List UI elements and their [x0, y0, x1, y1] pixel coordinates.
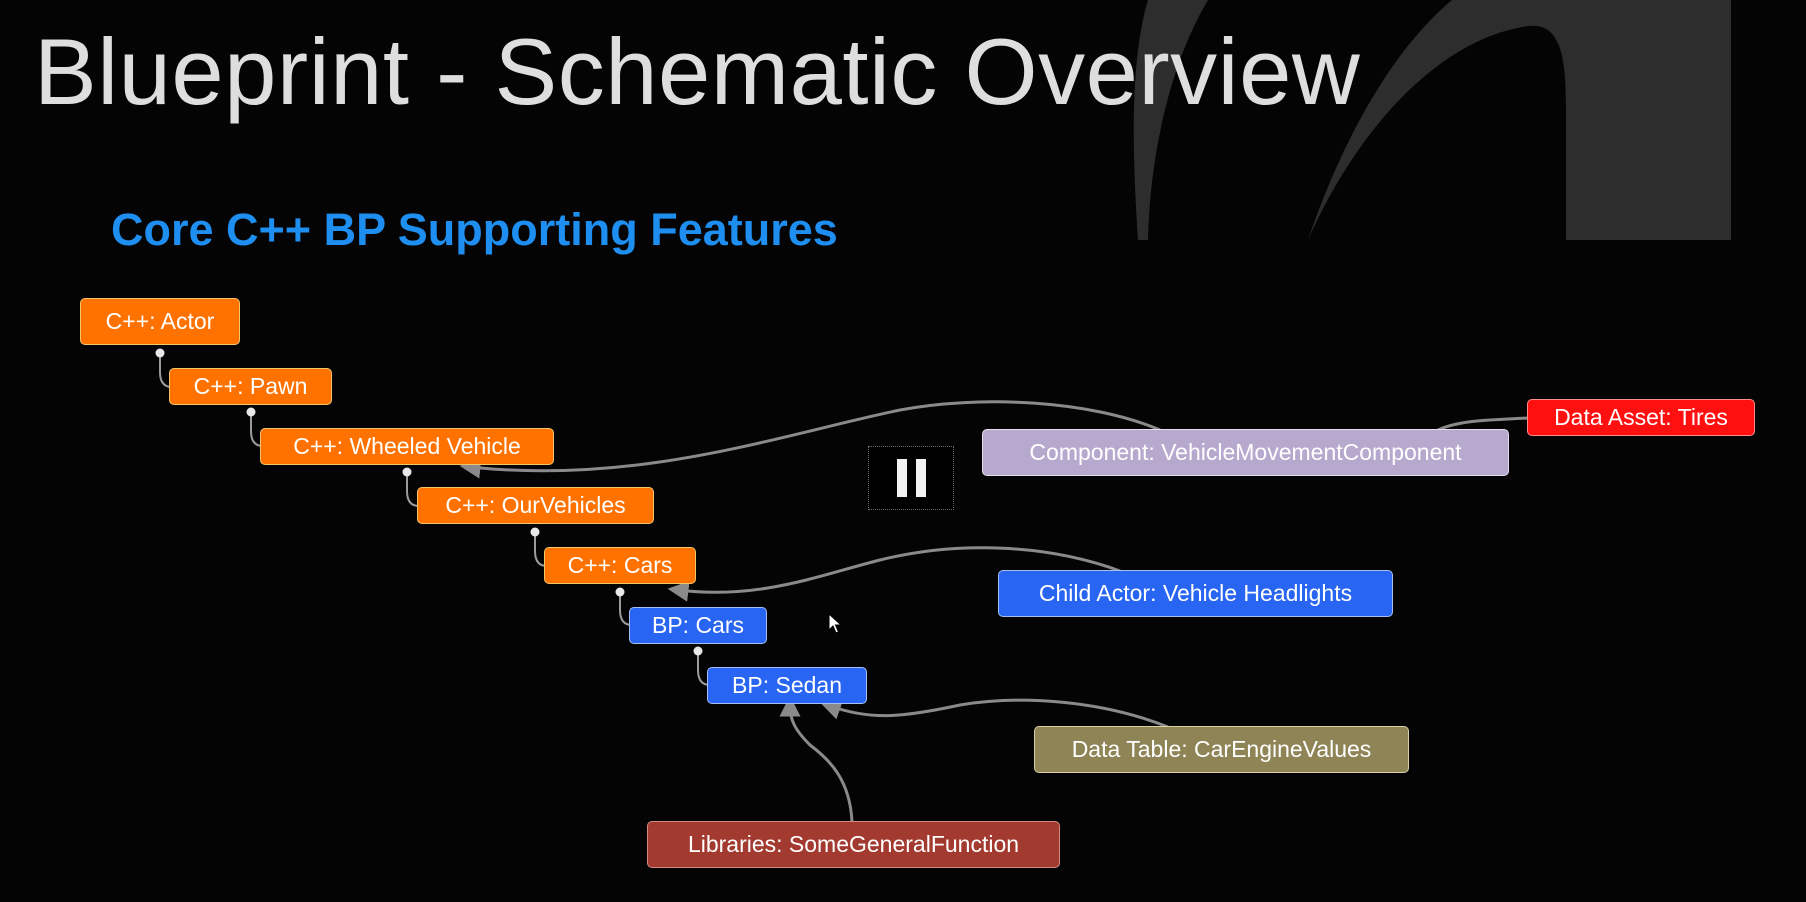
port-ourvehicles [531, 528, 540, 537]
node-label: Data Table: CarEngineValues [1071, 736, 1372, 762]
port-bpcars [694, 647, 703, 656]
pause-button[interactable] [868, 446, 954, 510]
port-actor [156, 349, 165, 358]
node-label: C++: Wheeled Vehicle [293, 433, 521, 459]
node-cpp-ourvehicles[interactable] [417, 487, 654, 524]
port-pawn [247, 408, 256, 417]
node-data-table-engine-values[interactable] [1034, 726, 1409, 773]
pause-icon-bar [916, 459, 926, 497]
node-data-asset-tires[interactable] [1527, 399, 1755, 436]
node-bp-sedan[interactable] [707, 667, 867, 704]
node-label: BP: Cars [651, 612, 745, 638]
node-cpp-cars[interactable] [544, 547, 696, 584]
port-cars [616, 588, 625, 597]
node-cpp-wheeled-vehicle[interactable] [260, 428, 554, 465]
pause-icon [897, 459, 907, 497]
node-cpp-actor[interactable] [80, 298, 240, 345]
node-child-actor-headlights[interactable] [998, 570, 1393, 617]
edge-library-sedan [790, 706, 852, 822]
node-label: Child Actor: Vehicle Headlights [1038, 580, 1353, 606]
slide-subtitle: Core C++ BP Supporting Features [111, 204, 838, 255]
mouse-cursor-icon [828, 613, 842, 635]
port-wheeled [403, 468, 412, 477]
node-label: C++: Cars [567, 552, 673, 578]
node-label: C++: Actor [105, 308, 215, 334]
node-label: Libraries: SomeGeneralFunction [687, 831, 1020, 857]
node-bp-cars[interactable] [629, 607, 767, 644]
node-cpp-pawn[interactable] [169, 368, 332, 405]
node-label: BP: Sedan [732, 672, 842, 698]
slide-title: Blueprint - Schematic Overview [34, 19, 1361, 124]
node-label: Data Asset: Tires [1554, 404, 1728, 430]
node-label: Component: VehicleMovementComponent [1029, 439, 1462, 465]
node-label: C++: OurVehicles [445, 492, 626, 518]
node-component-vehicle-movement[interactable] [982, 429, 1509, 476]
edge-datatable-sedan [830, 700, 1168, 727]
node-label: C++: Pawn [193, 373, 308, 399]
node-libraries-general-function[interactable] [647, 821, 1060, 868]
